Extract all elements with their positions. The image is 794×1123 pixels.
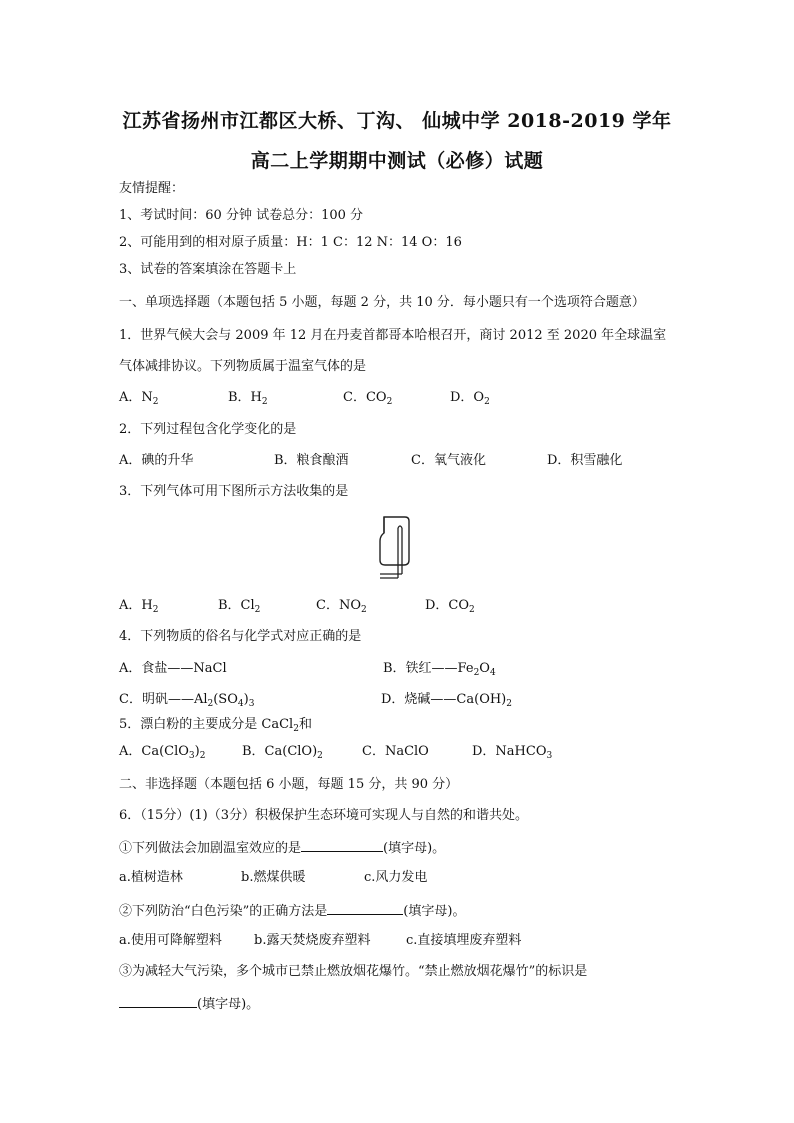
q1-stem-line2: 气体减排协议。下列物质属于温室气体的是 [119, 359, 367, 374]
note-1: 1、考试时间：60 分钟 试卷总分：100 分 [119, 208, 364, 223]
notes-heading: 友情提醒： [119, 181, 185, 196]
q1-stem-line1: 1．世界气候大会与 2009 年 12 月在丹麦首都哥本哈根召开，商讨 2012 至 2020 年全球温室 [119, 328, 667, 343]
q1-option-a: A．$N_2$ [119, 390, 159, 407]
section2-heading: 二、非选择题（本题包括 6 小题，每题 15 分，共 90 分） [119, 777, 459, 792]
q4-option-c: C．明矾$——Al_2(SO_4)_3$ [119, 692, 255, 709]
q2-option-a: A．碘的升华 [119, 453, 194, 468]
q2-option-c: C．氧气液化 [411, 453, 486, 468]
exam-title-line1: 江苏省扬州市江都区大桥、丁沟、 仙城中学 2018-2019 学年 [122, 110, 672, 132]
q6-part1-option-a: a.植树造林 [119, 870, 183, 885]
q6-part3-line2: (填字母)。 [119, 994, 259, 1014]
q3-option-b: B．$Cl_2$ [218, 598, 261, 615]
exam-title-line2: 高二上学期期中测试（必修）试题 [250, 150, 544, 172]
q3-option-d: D．$CO_2$ [425, 598, 475, 615]
q6-part2: ②下列防治“白色污染”的正确方法是 (填字母)。 [119, 901, 465, 921]
q5-option-c: C．NaClO [362, 744, 429, 759]
q6-part2-option-a: a.使用可降解塑料 [119, 933, 222, 948]
note-3: 3、试卷的答案填涂在答题卡上 [119, 262, 297, 277]
q5-option-b: B．$Ca(ClO)_2$ [242, 744, 323, 761]
q5-option-a: A．$Ca(ClO_3)_2$ [119, 744, 206, 761]
answer-blank[interactable] [119, 994, 197, 1008]
q6-stem: 6．（15分）(1)（3分）积极保护生态环境可实现人与自然的和谐共处。 [119, 808, 528, 823]
q6-part1-option-c: c.风力发电 [364, 870, 428, 885]
q6-part1-option-b: b.燃煤供暖 [241, 870, 306, 885]
q2-stem: 2．下列过程包含化学变化的是 [119, 422, 297, 437]
section1-heading: 一、单项选择题（本题包括 5 小题，每题 2 分，共 10 分．每小题只有一个选项符合题意） [119, 295, 645, 310]
q4-stem: 4．下列物质的俗名与化学式对应正确的是 [119, 629, 362, 644]
q6-part2-option-c: c.直接填埋废弃塑料 [406, 933, 522, 948]
q2-option-b: B．粮食酿酒 [274, 453, 349, 468]
answer-blank[interactable] [327, 901, 403, 915]
q3-option-a: A．$H_2$ [119, 598, 159, 615]
q4-option-b: B．铁红$——Fe_2O_4$ [383, 661, 496, 678]
q6-part2-option-b: b.露天焚烧废弃塑料 [254, 933, 371, 948]
q2-option-d: D．积雪融化 [547, 453, 623, 468]
q3-option-c: C．$NO_2$ [316, 598, 367, 615]
answer-blank[interactable] [301, 838, 383, 852]
q4-option-a: A．食盐——NaCl [119, 661, 227, 676]
gas-collection-bottle-diagram [374, 514, 424, 586]
q6-part3-line1: ③为减轻大气污染，多个城市已禁止燃放烟花爆竹。“禁止燃放烟花爆竹”的标识是 [119, 964, 588, 979]
q3-stem: 3．下列气体可用下图所示方法收集的是 [119, 484, 349, 499]
q5-stem: 5．漂白粉的主要成分是 CaCl$_2$和 [119, 717, 312, 734]
q1-option-c: C．$CO_2$ [343, 390, 393, 407]
q4-option-d: D．烧碱$——Ca(OH)_2$ [381, 692, 512, 709]
q5-option-d: D．NaHCO$_3$ [472, 744, 553, 761]
note-2: 2、可能用到的相对原子质量：H：1 C：12 N：14 O：16 [119, 235, 462, 250]
q1-option-d: D．$O_2$ [450, 390, 490, 407]
q1-option-b: B．$H_2$ [228, 390, 268, 407]
q6-part1: ①下列做法会加剧温室效应的是 (填字母)。 [119, 838, 445, 858]
